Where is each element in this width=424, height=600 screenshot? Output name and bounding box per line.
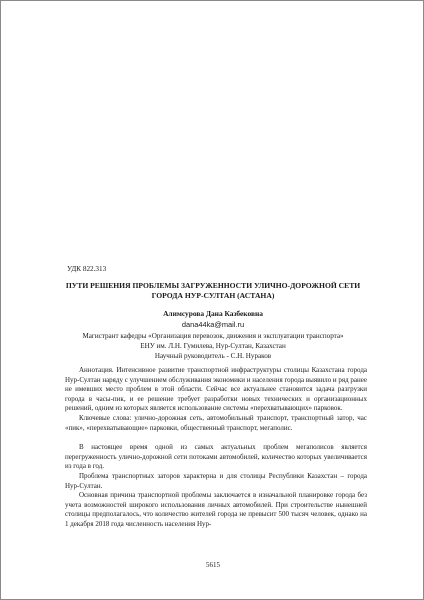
affiliation xyxy=(41,331,385,361)
abstract-paragraph: Аннотация. Интенсивное развитие транспортной инфраструктуры столицы Казахстана города Нур-Султан наряду с улучшением обслуживания экономики и населения города выявило и ряд ранее не имевших место проблем в этой области. Сейчас все актуальнее становится задача разгрузки города в часы-пик, и ее решение требует разработки новых технических и организационных решений, одним из которых является использование системы «перехватывающих» парковок. xyxy=(65,366,367,413)
body-paragraph: В настоящее время одной из самых актуальных проблем мегаполисов является перегруженность улично-дорожной сети потоками автомобилей, количество которых увеличивается из года в год. xyxy=(65,443,367,471)
keywords-paragraph: Ключевые слова: улично-дорожная сеть, автомобильный транспорт, транспортный затор, час «пик», «перехватывающие» парковки, общественный транспорт, мегаполис. xyxy=(65,413,367,432)
title-line: ПУТИ РЕШЕНИЯ ПРОБЛЕМЫ ЗАГРУЖЕННОСТИ УЛИЧНО-ДОРОЖНОЙ СЕТИ xyxy=(65,281,361,290)
affiliation-line: Научный руководитель - С.Н. Нураков xyxy=(154,352,272,360)
body-paragraph: Основная причина транспортной проблемы заключается в изначальной планировке города без учета возможностей широкого использования личных автомобилей. При строительстве нынешней столицы предполагалось, что количество жителей города не превысит 500 тысяч человек, однако на 1 декабря 2018 года численность населения Нур- xyxy=(65,491,367,528)
article-body xyxy=(65,366,367,530)
udk-code: УДК 822.313 xyxy=(67,265,107,273)
article-title xyxy=(41,281,385,301)
author-name: Алимсурова Дана Казбековна xyxy=(163,309,263,318)
affiliation-line: Магистрант кафедры «Организация перевозок, движения и эксплуатации транспорта» xyxy=(82,332,344,340)
page-number: 5615 xyxy=(206,561,220,569)
author-email: dana44ka@mail.ru xyxy=(181,320,245,329)
title-line: ГОРОДА НУР-СУЛТАН (АСТАНА) xyxy=(151,291,275,300)
body-paragraph: Проблема транспортных заторов характерна и для столицы Республики Казахстан – города Нур-Султан. xyxy=(65,471,367,490)
affiliation-line: ЕНУ им. Л.Н. Гумилева, Нур-Султан, Казахстан xyxy=(140,342,286,350)
